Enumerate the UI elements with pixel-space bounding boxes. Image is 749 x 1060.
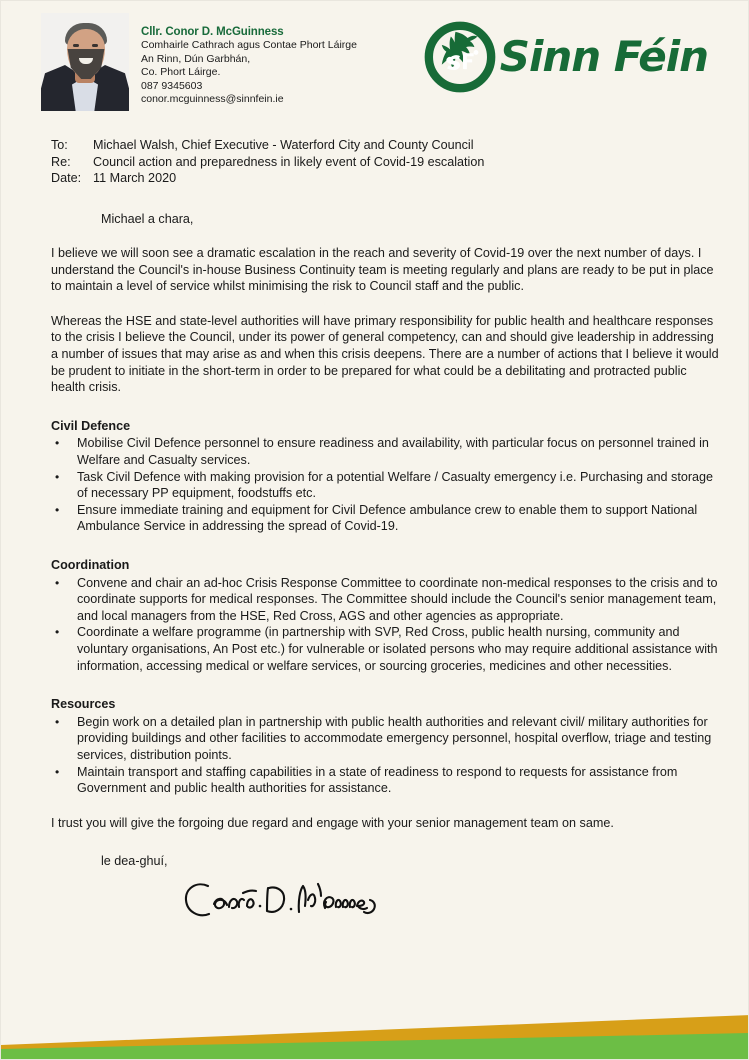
- footer-decorative-bands: [1, 1007, 749, 1059]
- meta-value-to: Michael Walsh, Chief Executive - Waterford City and County Council: [93, 138, 474, 152]
- meta-label-date: Date:: [51, 171, 82, 185]
- list-item: • Coordinate a welfare programme (in partnership with SVP, Red Cross, public health nursing, community and voluntary organisations, An Post etc.) for vulnerable or isolated persons who may require additional assistance with information, accessing medical or welfare services, or sourcing groceries, medicines and other necessities.: [51, 624, 723, 674]
- portrait-photo: [41, 13, 129, 111]
- paragraph-1: I believe we will soon see a dramatic escalation in the reach and severity of Covid-19 over the next number of days. I understand the Council's in-house Business Continuity team is meeting regularly and plans are ready to be put in place to maintain a level of service whilst minimising the risk to Council staff and the public.: [51, 246, 714, 294]
- paragraph-2: Whereas the HSE and state-level authorities will have primary responsibility for public health and healthcare responses to the crisis I believe the Council, under its power of general competency, can and should give leadership in addressing a number of issues that may arise as and when this crisis deepens. There are a number of actions that I believe it would be prudent to initiate in the short-term in order to be prepared for what could be a debilitating and protracted public health crisis.: [51, 313, 719, 395]
- salutation: Michael a chara,: [101, 211, 194, 226]
- list-item: • Ensure immediate training and equipment for Civil Defence ambulance crew to enable them to support National Ambulance Service in addressing the spread of Covid-19.: [51, 502, 723, 535]
- list-item: • Mobilise Civil Defence personnel to ensure readiness and availability, with particular focus on personnel trained in Welfare and Casualty services.: [51, 435, 723, 468]
- letterhead-text-block: [141, 13, 357, 107]
- bullet-list-resources: [51, 714, 723, 797]
- letter-meta-block: [51, 137, 723, 187]
- list-item: • Maintain transport and staffing capabilities in a state of readiness to respond to requests for assistance from Government and public health authorities for assistance.: [51, 764, 723, 797]
- handwritten-signature-icon: [181, 876, 381, 922]
- sinn-fein-wordmark: Sinn Féin: [499, 32, 708, 81]
- signature-image: [181, 876, 723, 927]
- list-item: • Task Civil Defence with making provision for a potential Welfare / Casualty emergency i.e. Purchasing and storage of necessary PP equipment, foodstuffs etc.: [51, 469, 723, 502]
- meta-value-date: 11 March 2020: [93, 171, 177, 185]
- section-heading-resources: Resources: [51, 697, 116, 712]
- letterhead-line-address2: Co. Phort Láirge.: [141, 66, 221, 79]
- meta-label-re: Re:: [51, 154, 71, 169]
- meta-row-re: [51, 154, 723, 171]
- letter-body: [51, 137, 723, 927]
- meta-label-to: To:: [51, 138, 68, 152]
- list-item: • Convene and chair an ad-hoc Crisis Response Committee to coordinate non-medical responses to the crisis and to coordinate supports for medical responses. The Committee should include the Council's senior management team, and local managers from the HSE, Red Cross, AGS and other agencies as appropriate.: [51, 575, 723, 625]
- meta-value-re: Council action and preparedness in likely event of Covid-19 escalation: [93, 154, 485, 169]
- councillor-name: Cllr. Conor D. McGuinness: [141, 26, 284, 38]
- bullet-list-civil-defence: [51, 435, 723, 535]
- letterhead-line-phone: 087 9345603: [141, 79, 203, 92]
- sinn-fein-logo: [422, 19, 708, 95]
- letterhead-line-address1: An Rinn, Dún Garbhán,: [141, 52, 251, 65]
- section-heading-coordination: Coordination: [51, 558, 130, 572]
- closing-paragraph: I trust you will give the forgoing due regard and engage with your senior management team on same.: [51, 815, 614, 830]
- section-heading-civil-defence: Civil Defence: [51, 418, 131, 433]
- letterhead-line-council: Comhairle Cathrach agus Contae Phort Láirge: [141, 39, 357, 51]
- signoff: le dea-ghuí,: [101, 854, 168, 869]
- meta-row-date: [51, 170, 723, 187]
- letterhead-line-email: conor.mcguinness@sinnfein.ie: [141, 93, 284, 106]
- meta-row-to: [51, 137, 723, 154]
- bullet-list-coordination: [51, 575, 723, 675]
- sinn-fein-emblem-icon: [422, 19, 498, 95]
- list-item: • Begin work on a detailed plan in partnership with public health authorities and relevant civil/ military authorities for providing buildings and other facilities to accommodate emergency personnel, hospital overflow, triage and testing services, distribution points.: [51, 714, 723, 764]
